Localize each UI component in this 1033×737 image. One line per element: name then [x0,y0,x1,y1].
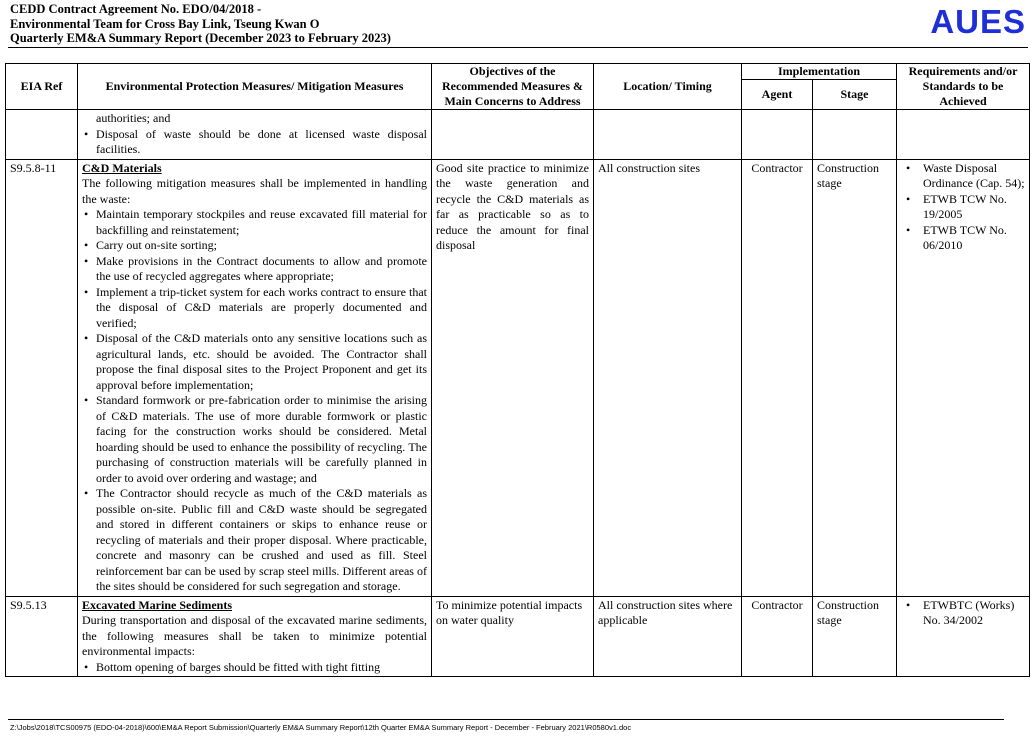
header-eia-ref: EIA Ref [6,64,78,110]
requirements-cell [897,596,1030,677]
objectives-cell [432,110,594,160]
header-implementation: Implementation [742,64,897,80]
footer-divider [8,719,1004,720]
stage-cell [813,110,897,160]
header-stage: Stage [813,80,897,110]
header-requirements: Requirements and/or Standards to be Achieved [897,64,1030,110]
table-row [6,596,1030,677]
list-item: • Carry out on-site sorting; [96,238,427,254]
table-row [6,110,1030,160]
list-item: • ETWB TCW No. 19/2005 [923,192,1025,223]
measures-cell [78,159,432,596]
header-location: Location/ Timing [594,64,742,110]
list-item: • Disposal of the C&D materials onto any sensitive locations such as agricultural lands, etc. should be avoided. The Contractor shall propose the final disposal sites to the Project Proponent and get its approval before implementation; [96,331,427,393]
list-item: • ETWBTC (Works) No. 34/2002 [923,598,1025,629]
eia-ref-cell: S9.5.13 [6,596,78,677]
stage-cell: Construction stage [813,159,897,596]
list-item: • Implement a trip-ticket system for each works contract to ensure that the disposal of C&D materials are properly documented and verified; [96,285,427,332]
header-agent: Agent [742,80,813,110]
list-item: • Standard formwork or pre-fabrication order to minimise the arising of C&D materials. The use of more durable formwork or plastic facing for the construction works should be considered. Metal hoarding should be used to enhance the possibility of recycling. The purchasing of construction materials will be carefully planned in order to avoid over ordering and wastage; and [96,393,427,486]
eia-ref-cell [6,110,78,160]
table-row [6,159,1030,596]
measures-cell [78,596,432,677]
header-divider [8,47,1028,48]
measures-continuation: authorities; and [96,111,171,125]
header-objectives: Objectives of the Recommended Measures & Main Concerns to Address [432,64,594,110]
requirements-cell [897,159,1030,596]
requirements-cell [897,110,1030,160]
agent-cell: Contractor [742,596,813,677]
measure-intro: The following mitigation measures shall be implemented in handling the waste: [82,176,427,206]
stage-cell: Construction stage [813,596,897,677]
location-cell [594,110,742,160]
list-item: • Make provisions in the Contract documents to allow and promote the use of recycled aggregates where appropriate; [96,254,427,285]
team-title: Environmental Team for Cross Bay Link, Tseung Kwan O [10,16,320,31]
list-item: • Bottom opening of barges should be fitted with tight fitting [96,660,427,676]
agent-cell [742,110,813,160]
list-item: • ETWB TCW No. 06/2010 [923,223,1025,254]
objectives-cell: Good site practice to minimize the waste generation and recycle the C&D materials as far as practicable so as to reduce the amount for final disposal [432,159,594,596]
objectives-cell: To minimize potential impacts on water quality [432,596,594,677]
header-measures: Environmental Protection Measures/ Mitigation Measures [78,64,432,110]
aues-logo: AUES [930,3,1026,40]
location-cell: All construction sites where applicable [594,596,742,677]
list-item: • Waste Disposal Ordinance (Cap. 54); [923,161,1025,192]
location-cell: All construction sites [594,159,742,596]
report-title: Quarterly EM&A Summary Report (December 2023 to February 2023) [10,31,391,45]
eia-ref-cell: S9.5.8-11 [6,159,78,596]
mitigation-measures-table [5,63,1030,677]
report-header [10,2,1028,48]
measure-title: Excavated Marine Sediments [82,597,232,612]
list-item: • Disposal of waste should be done at licensed waste disposal facilities. [96,127,427,158]
agent-cell: Contractor [742,159,813,596]
list-item: • Maintain temporary stockpiles and reuse excavated fill material for backfilling and reinstatement; [96,207,427,238]
measure-title: C&D Materials [82,160,162,175]
file-path: Z:\Jobs\2018\TCS00975 (EDO-04-2018)\600\EM&A Report Submission\Quarterly EM&A Summary Report\12th Quarter EM&A Summary Report - December - February 2021\R0580v1.doc [10,723,632,732]
measure-intro: During transportation and disposal of the excavated marine sediments, the following measures shall be taken to minimize potential environmental impacts: [82,613,427,658]
measures-cell [78,110,432,160]
contract-title: CEDD Contract Agreement No. EDO/04/2018 - [10,2,262,16]
list-item: • The Contractor should recycle as much of the C&D materials as possible on-site. Public fill and C&D waste should be segregated and stored in different containers or skips to enhance reuse or recycling of materials and their proper disposal. Where practicable, concrete and masonry can be crushed and used as fill. Steel reinforcement bar can be used by scrap steel mills. Different areas of the sites should be considered for such segregation and storage. [96,486,427,595]
